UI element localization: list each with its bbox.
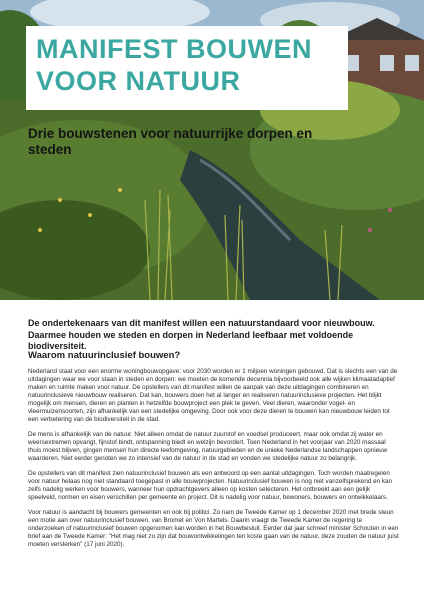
page-subtitle: [28, 126, 328, 158]
paragraph: Voor natuur is aandacht bij bouwers gemeenten en ook bij politici. Zo nam de Tweede Kamer op 1 december 2020 met brede steun een motie aan over natuurinclusief bouwen, van Bromet en Von Martels. Daarin vraagt de Tweede Kamer de regering te onderzoeken of natuurinclusief bouwen opgenomen kan worden in het Bouwbesluit. Eerder dat jaar schreef minister Schouten in een brief aan de Tweede Kamer: "Het mag niet zo zijn dat bouwontwikkelingen ten koste gaan van de natuur, deze zouden de natuur juist moeten versterken" (17 juni 2020).: [28, 509, 399, 548]
body-text: [28, 368, 400, 556]
paragraph: De opstellers van dit manifest zien natuurinclusief bouwen als een antwoord op een aantal uitdagingen. Toch worden maatregelen voor natuur helaas nog niet standaard toegepast in alle bouwprojecten. Natuurinclusief bouwen is nog niet vanzelfsprekend en kan zelfs nadelig werken voor bouwers, wanneer hun opdrachtgevers alleen op kosten selecteren. Het ontbreekt aan een gelijk speelveld, normen en eisen verschillen per gemeente en project. Dit is nadelig voor natuur, bewoners, bouwers en ontwikkelaars.: [28, 470, 393, 501]
intro-statement: De ondertekenaars van dit manifest willen een natuurstandaard voor nieuwbouw. Daarmee houden we steden en dorpen in Nederland leefbaar met voldoende biodiversiteit.: [28, 318, 375, 351]
paragraph: De mens is afhankelijk van de natuur. Niet alleen omdat de natuur zuurstof en voedsel produceert, maar ook omdat zij water en weersextremen opvangt, fijnstof bindt, ontspanning biedt en welzijn bevordert. Toen Nederland in het voorjaar van 2020 massaal thuis moest blijven, gingen mensen hun directe leefomgeving, natuurgebieden en de unieke Nederlandse landschappen opnieuw waarderen. Niet eerder genoten we zo intensief van de natuur in de stad en vonden we stedelijke natuur zo belangrijk.: [28, 431, 388, 462]
page-subtitle-text: Drie bouwstenen voor natuurrijke dorpen en steden: [28, 126, 313, 157]
section-heading: Waarom natuurinclusief bouwen?: [28, 350, 181, 361]
page-title-line-2: VOOR NATUUR: [36, 66, 241, 96]
page-title-line-1: MANIFEST BOUWEN: [36, 34, 312, 64]
paragraph: Nederland staat voor een enorme woningbouwopgave: voor 2030 worden er 1 miljoen woningen gebouwd. Dat is slechts een van de uitdagingen waar we voor staan in steden en dorpen: we moeten de komende decennia bijvoorbeeld ook alle wijken klimaatadaptief maken en ruimte maken voor natuur. De opstellers van dit manifest willen de aanpak van deze uitdagingen combineren en natuurinclusieve nieuwbouw realiseren. Dat kan, bouwers doen het al langer en realiseren natuurinclusieve projecten. Het blijkt mogelijk om mensen, dieren en planten in hetzelfde bouwproject een plek te geven. Veel dieren, waaronder vogel- en vleermuizensoorten, zijn afhankelijk van een stedelijke omgeving. Door ook voor deze dieren te bouwen kan nieuwbouw leiden tot een verbetering van de biodiversiteit in de stad.: [28, 368, 398, 423]
